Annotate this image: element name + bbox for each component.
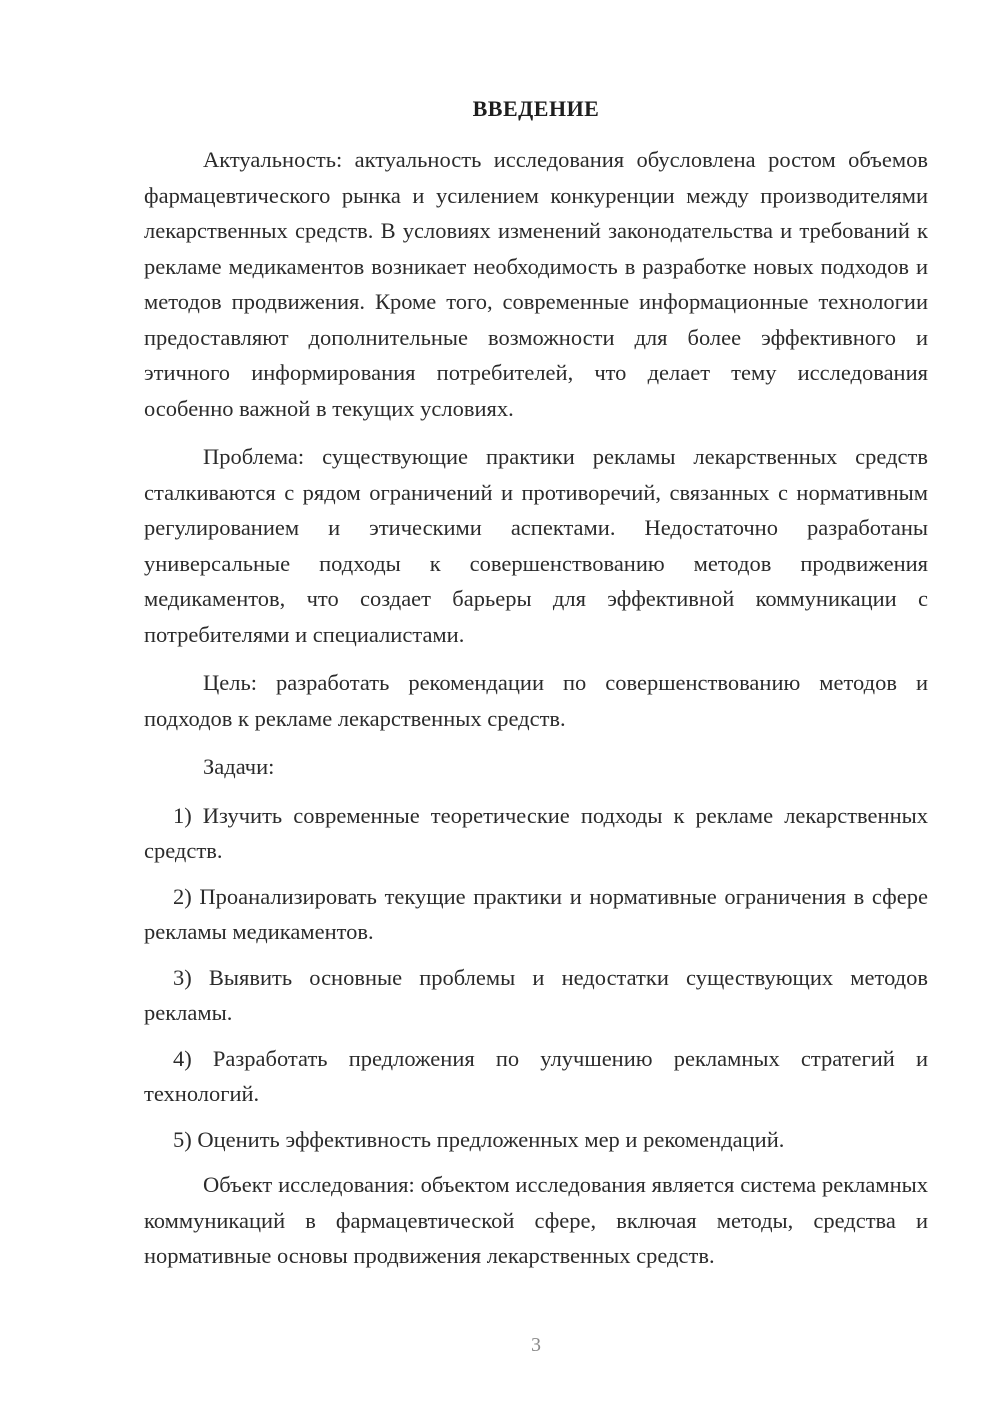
task-item-5: 5) Оценить эффективность предложенных мер и рекомендаций. <box>173 1126 785 1152</box>
task-item-1: 1) Изучить современные теоретические подходы к рекламе лекарственных средств. <box>144 802 928 863</box>
document-body <box>144 142 928 1287</box>
task-item-2: 2) Проанализировать текущие практики и нормативные ограничения в сфере рекламы медикаментов. <box>144 883 928 944</box>
task-item-3: 3) Выявить основные проблемы и недостатки существующих методов рекламы. <box>144 964 928 1025</box>
page-title: ВВЕДЕНИЕ <box>472 96 600 121</box>
paragraph-tasks-heading: Задачи: <box>203 754 275 779</box>
paragraph-object: Объект исследования: объектом исследования является система рекламных коммуникаций в фармацевтической сфере, включая методы, средства и нормативные основы продвижения лекарственных средств. <box>144 1172 928 1268</box>
paragraph-problem: Проблема: существующие практики рекламы лекарственных средств сталкиваются с рядом ограничений и противоречий, связанных с нормативным регулированием и этическими аспектами. Недостаточно разработаны универсальные подходы к совершенствованию методов продвижения медикаментов, что создает барьеры для эффективной коммуникации с потребителями и специалистами. <box>144 444 928 647</box>
paragraph-goal: Цель: разработать рекомендации по совершенствованию методов и подходов к рекламе лекарственных средств. <box>144 670 928 731</box>
paragraph-relevance: Актуальность: актуальность исследования обусловлена ростом объемов фармацевтического рынка и усилением конкуренции между производителями лекарственных средств. В условиях изменений законодательства и требований к рекламе медикаментов возникает необходимость в разработке новых подходов и методов продвижения. Кроме того, современные информационные технологии предоставляют дополнительные возможности для более эффективного и этичного информирования потребителей, что делает тему исследования особенно важной в текущих условиях. <box>144 147 928 421</box>
task-item-4: 4) Разработать предложения по улучшению рекламных стратегий и технологий. <box>144 1045 928 1106</box>
page-number: 3 <box>531 1334 541 1356</box>
